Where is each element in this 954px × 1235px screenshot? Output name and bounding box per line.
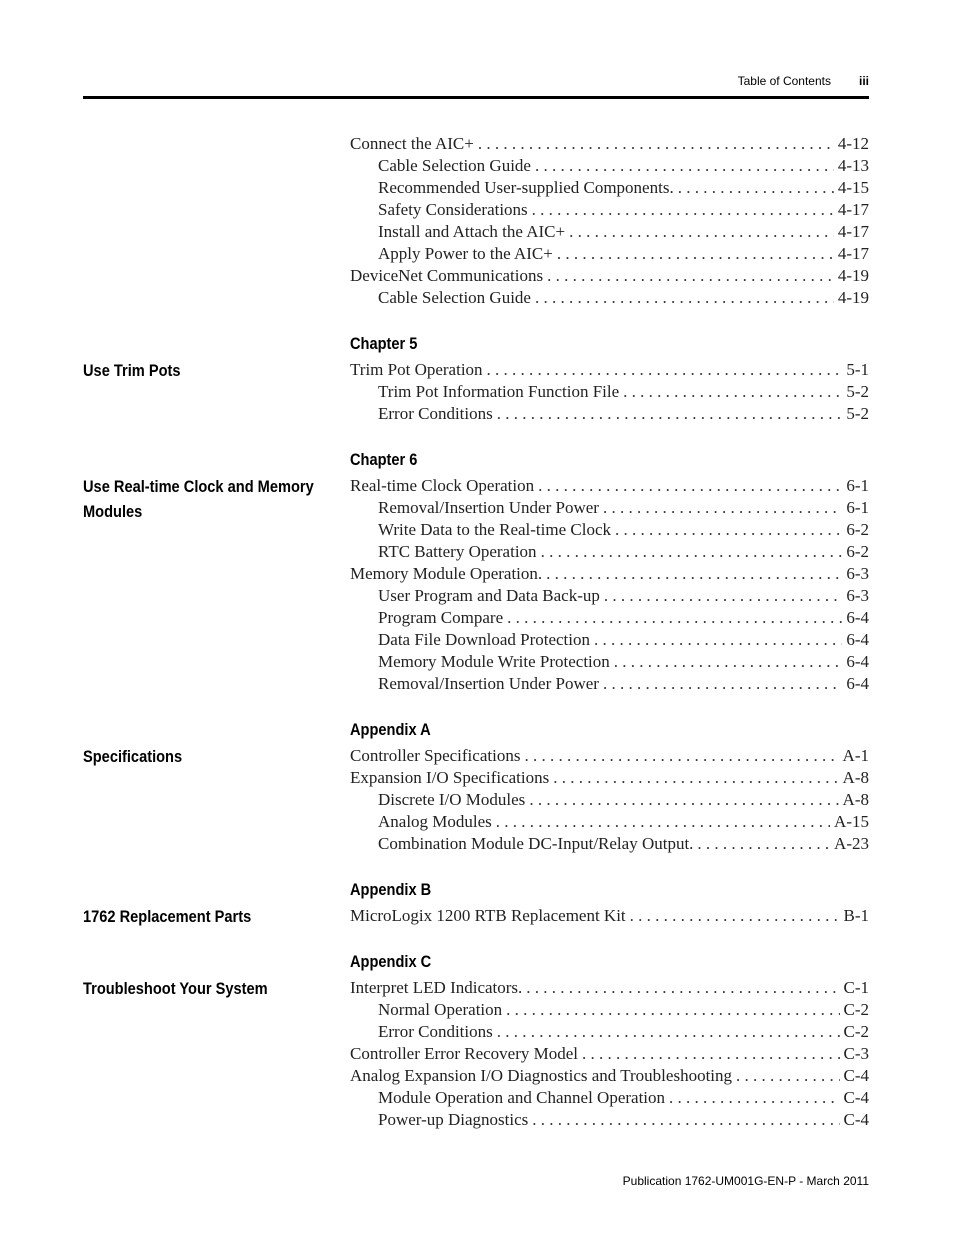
toc-entry-title: Interpret LED Indicators.	[350, 978, 523, 997]
toc-entry-page: 4-17	[837, 200, 869, 219]
toc-entry-title: Cable Selection Guide	[378, 288, 531, 307]
dot-leader	[529, 790, 838, 810]
toc-entry-page: 5-2	[846, 382, 869, 401]
toc-entry-title: Expansion I/O Specifications	[350, 768, 550, 787]
dot-leader	[553, 768, 838, 788]
toc-entry-title: Memory Module Operation.	[350, 564, 543, 583]
chapter-title[interactable]: 1762 Replacement Parts	[83, 907, 252, 926]
toc-entry-page: 6-3	[846, 564, 869, 583]
toc-entry-title: MicroLogix 1200 RTB Replacement Kit	[350, 906, 626, 925]
toc-entry-page: C-2	[843, 1000, 869, 1019]
chapter-title[interactable]: Specifications	[83, 747, 183, 766]
dot-leader	[541, 542, 843, 562]
toc-entry-title: Power-up Diagnostics	[378, 1110, 529, 1129]
dot-leader	[547, 266, 834, 286]
dot-leader	[532, 200, 834, 220]
toc-entry-page: C-4	[843, 1066, 869, 1085]
toc-entry[interactable]	[350, 906, 869, 928]
dot-leader	[487, 360, 843, 380]
toc-entry-title: Apply Power to the AIC+	[378, 244, 553, 263]
toc-entry[interactable]	[378, 288, 869, 310]
toc-entry[interactable]	[378, 244, 869, 266]
toc-entry[interactable]	[378, 498, 869, 520]
toc-entry-page: 6-4	[846, 630, 869, 649]
toc-entry-page: 6-1	[846, 498, 869, 517]
dot-leader	[538, 476, 842, 496]
toc-entry-page: A-1	[842, 746, 869, 765]
toc-entry-title: Install and Attach the AIC+	[378, 222, 566, 241]
toc-entry-title: Error Conditions	[378, 1022, 493, 1041]
toc-entry-page: 4-13	[837, 156, 869, 175]
toc-entry-title: Controller Specifications	[350, 746, 521, 765]
publication-footer: Publication 1762-UM001G-EN-P - March 2011	[622, 1174, 869, 1188]
toc-entry-title: Real-time Clock Operation	[350, 476, 535, 495]
toc-entry[interactable]	[350, 1044, 869, 1066]
toc-entry-title: User Program and Data Back-up	[378, 586, 600, 605]
chapter-title[interactable]: Troubleshoot Your System	[83, 979, 268, 998]
dot-leader	[506, 1000, 839, 1020]
toc-entry-page: C-2	[843, 1022, 869, 1041]
toc-entry[interactable]	[378, 222, 869, 244]
toc-entry[interactable]	[378, 790, 869, 812]
toc-entry[interactable]	[378, 542, 869, 564]
dot-leader	[736, 1066, 839, 1086]
toc-entry-page: 6-2	[846, 520, 869, 539]
toc-entry-page: 4-15	[837, 178, 869, 197]
toc-entry-page: A-23	[834, 834, 869, 853]
chapter-title[interactable]: Use Real-time Clock and Memory Modules	[83, 477, 314, 521]
dot-leader	[603, 498, 842, 518]
dot-leader	[535, 156, 834, 176]
dot-leader	[526, 978, 839, 998]
toc-entry[interactable]	[378, 178, 869, 200]
toc-entry[interactable]	[350, 1066, 869, 1088]
toc-entry-title: Connect the AIC+	[350, 134, 474, 153]
toc-entry-page: 6-4	[846, 674, 869, 693]
chapter-label: Chapter 6	[350, 450, 418, 469]
toc-entry[interactable]	[378, 1022, 869, 1044]
toc-entry[interactable]	[378, 834, 869, 856]
toc-entry-page: 4-12	[837, 134, 869, 153]
toc-entry-page: 4-19	[837, 266, 869, 285]
toc-entry-page: 6-3	[846, 586, 869, 605]
dot-leader	[546, 564, 842, 584]
toc-entry-page: A-8	[842, 768, 869, 787]
toc-entry[interactable]	[378, 1088, 869, 1110]
dot-leader	[669, 1088, 839, 1108]
header-rule	[83, 96, 869, 99]
toc-entry-title: Removal/Insertion Under Power	[378, 674, 599, 693]
toc-entry-page: B-1	[843, 906, 869, 925]
dot-leader	[532, 1110, 839, 1130]
toc-entry-title: Program Compare	[378, 608, 504, 627]
dot-leader	[497, 404, 843, 424]
toc-entry-page: 4-17	[837, 244, 869, 263]
dot-leader	[614, 652, 843, 672]
toc-entry-page: 6-4	[846, 608, 869, 627]
toc-entry[interactable]	[350, 768, 869, 790]
toc-entry-title: DeviceNet Communications	[350, 266, 544, 285]
dot-leader	[524, 746, 838, 766]
dot-leader	[678, 178, 834, 198]
dot-leader	[497, 1022, 840, 1042]
toc-entry[interactable]	[378, 156, 869, 178]
toc-entry-title: Trim Pot Information Function File	[378, 382, 620, 401]
page-number: iii	[858, 74, 869, 88]
toc-entry-page: 5-1	[846, 360, 869, 379]
toc-entry-page: 6-2	[846, 542, 869, 561]
toc-entry[interactable]	[378, 812, 869, 834]
toc-entry-page: A-15	[834, 812, 869, 831]
running-header	[560, 74, 869, 92]
toc-entry[interactable]	[350, 978, 869, 1000]
toc-entry-title: Discrete I/O Modules	[378, 790, 526, 809]
toc-entry-page: C-3	[843, 1044, 869, 1063]
toc-entry[interactable]	[378, 1110, 869, 1132]
chapter-label: Chapter 5	[350, 334, 418, 353]
toc-entry[interactable]	[378, 1000, 869, 1022]
toc-entry-title: Removal/Insertion Under Power	[378, 498, 599, 517]
toc-entry-page: 5-2	[846, 404, 869, 423]
toc-entry-title: Analog Modules	[378, 812, 492, 831]
dot-leader	[615, 520, 842, 540]
toc-entry[interactable]	[350, 266, 869, 288]
chapter-label: Appendix B	[350, 880, 432, 899]
dot-leader	[623, 382, 842, 402]
dot-leader	[604, 586, 842, 606]
toc-entry-page: A-8	[842, 790, 869, 809]
dot-leader	[594, 630, 842, 650]
chapter-label: Appendix C	[350, 952, 432, 971]
toc-entry-title: Cable Selection Guide	[378, 156, 531, 175]
dot-leader	[569, 222, 834, 242]
dot-leader	[603, 674, 842, 694]
dot-leader	[582, 1044, 839, 1064]
dot-leader	[557, 244, 834, 264]
toc-entry-title: Normal Operation	[378, 1000, 503, 1019]
toc-entry[interactable]	[378, 608, 869, 630]
toc-entry-title: Memory Module Write Protection	[378, 652, 610, 671]
chapter-title[interactable]: Use Trim Pots	[83, 361, 181, 380]
toc-entry[interactable]	[378, 200, 869, 222]
toc-entry-title: Combination Module DC-Input/Relay Output.	[378, 834, 694, 853]
toc-entry-page: C-1	[843, 978, 869, 997]
toc-entry[interactable]	[378, 382, 869, 404]
toc-entry[interactable]	[378, 652, 869, 674]
toc-entry-title: RTC Battery Operation	[378, 542, 537, 561]
toc-entry-title: Trim Pot Operation	[350, 360, 483, 379]
toc-entry[interactable]	[378, 520, 869, 542]
toc-entry-page: 6-4	[846, 652, 869, 671]
toc-entry-title: Write Data to the Real-time Clock	[378, 520, 611, 539]
toc-entry-title: Analog Expansion I/O Diagnostics and Troubleshooting	[350, 1066, 733, 1085]
toc-entry[interactable]	[350, 746, 869, 768]
toc-entry-title: Recommended User-supplied Components.	[378, 178, 674, 197]
toc-entry[interactable]	[378, 674, 869, 696]
toc-entry[interactable]	[378, 630, 869, 652]
toc-entry-page: 4-17	[837, 222, 869, 241]
toc-entry-page: 6-1	[846, 476, 869, 495]
toc-entry[interactable]	[378, 404, 869, 426]
dot-leader	[496, 812, 830, 832]
toc-entry[interactable]	[378, 586, 869, 608]
toc-entry[interactable]	[350, 564, 869, 586]
toc-entry-title: Error Conditions	[378, 404, 493, 423]
toc-entry[interactable]	[350, 134, 869, 156]
dot-leader	[697, 834, 830, 854]
chapter-label: Appendix A	[350, 720, 431, 739]
toc-entry[interactable]	[350, 476, 869, 498]
toc-entry-page: C-4	[843, 1088, 869, 1107]
dot-leader	[478, 134, 834, 154]
dot-leader	[535, 288, 834, 308]
toc-entry-title: Controller Error Recovery Model	[350, 1044, 579, 1063]
toc-entry[interactable]	[350, 360, 869, 382]
dot-leader	[630, 906, 840, 926]
toc-entry-page: C-4	[843, 1110, 869, 1129]
toc-entry-title: Module Operation and Channel Operation	[378, 1088, 666, 1107]
toc-entry-title: Data File Download Protection	[378, 630, 590, 649]
running-header-title: Table of Contents	[737, 74, 831, 88]
dot-leader	[507, 608, 842, 628]
toc-entry-title: Safety Considerations	[378, 200, 528, 219]
toc-entry-page: 4-19	[837, 288, 869, 307]
